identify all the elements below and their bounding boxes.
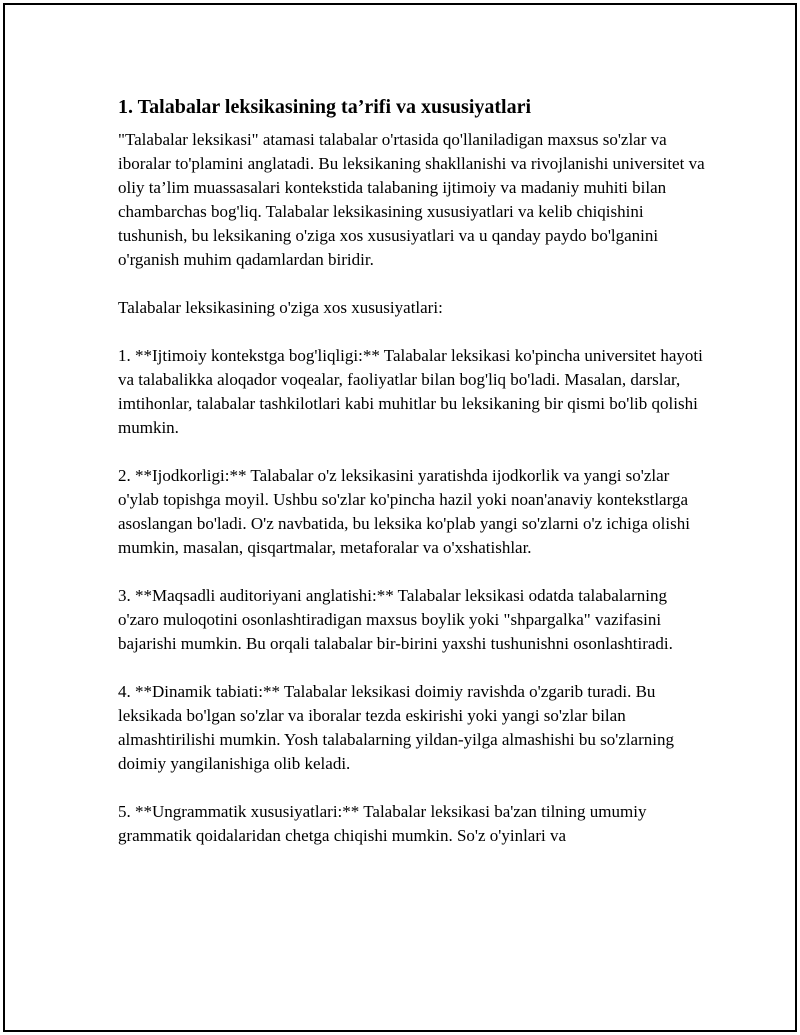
paragraph-feature-5: 5. **Ungrammatik xususiyatlari:** Talabalar leksikasi ba'zan tilning umumiy grammatik qoidalaridan chetga chiqishi mumkin. So'z o'yinlari va (118, 802, 647, 845)
section-title: 1. Talabalar leksikasining ta’rifi va xususiyatlari (118, 96, 532, 118)
document-body (118, 94, 708, 872)
paragraph-feature-4: 4. **Dinamik tabiati:** Talabalar leksikasi doimiy ravishda o'zgarib turadi. Bu leksikada bo'lgan so'zlar va iboralar tezda eskirishi yoki yangi so'zlar bilan almashtirilishi mumkin. Yosh talabalarning yildan-yilga almashishi bu so'zlarning doimiy yangilanishiga olib keladi. (118, 682, 674, 773)
paragraph-feature-3: 3. **Maqsadli auditoriyani anglatishi:** Talabalar leksikasi odatda talabalarning o'zaro muloqotini osonlashtiradigan maxsus boylik yoki "shpargalka" vazifasini bajarishi mumkin. Bu orqali talabalar bir-birini yaxshi tushunishni osonlashtiradi. (118, 586, 673, 653)
paragraph-features-heading: Talabalar leksikasining o'ziga xos xususiyatlari: (118, 298, 443, 317)
paragraph-feature-2: 2. **Ijodkorligi:** Talabalar o'z leksikasini yaratishda ijodkorlik va yangi so'zlar o'ylab topishga moyil. Ushbu so'zlar ko'pincha hazil yoki noan'anaviy kontekstlarga asoslangan bo'ladi. O'z navbatida, bu leksika ko'plab yangi so'zlarni o'z ichiga olishi mumkin, masalan, qisqartmalar, metaforalar va o'xshatishlar. (118, 466, 690, 557)
paragraph-feature-1: 1. **Ijtimoiy kontekstga bog'liqligi:** Talabalar leksikasi ko'pincha universitet hayoti va talabalikka aloqador voqealar, faoliyatlar bilan bog'liq bo'ladi. Masalan, darslar, imtihonlar, talabalar tashkilotlari kabi muhitlar bu leksikaning bir qismi bo'lib qolishi mumkin. (118, 346, 703, 437)
paragraph-intro: "Talabalar leksikasi" atamasi talabalar o'rtasida qo'llaniladigan maxsus so'zlar va iboralar to'plamini anglatadi. Bu leksikaning shakllanishi va rivojlanishi universitet va oliy ta’lim muassasalari kontekstida talabaning ijtimoiy va madaniy muhiti bilan chambarchas bog'liq. Talabalar leksikasining xususiyatlari va kelib chiqishini tushunish, bu leksikaning o'ziga xos xususiyatlari va u qanday paydo bo'lganini o'rganish muhim qadamlardan biridir. (118, 130, 705, 269)
